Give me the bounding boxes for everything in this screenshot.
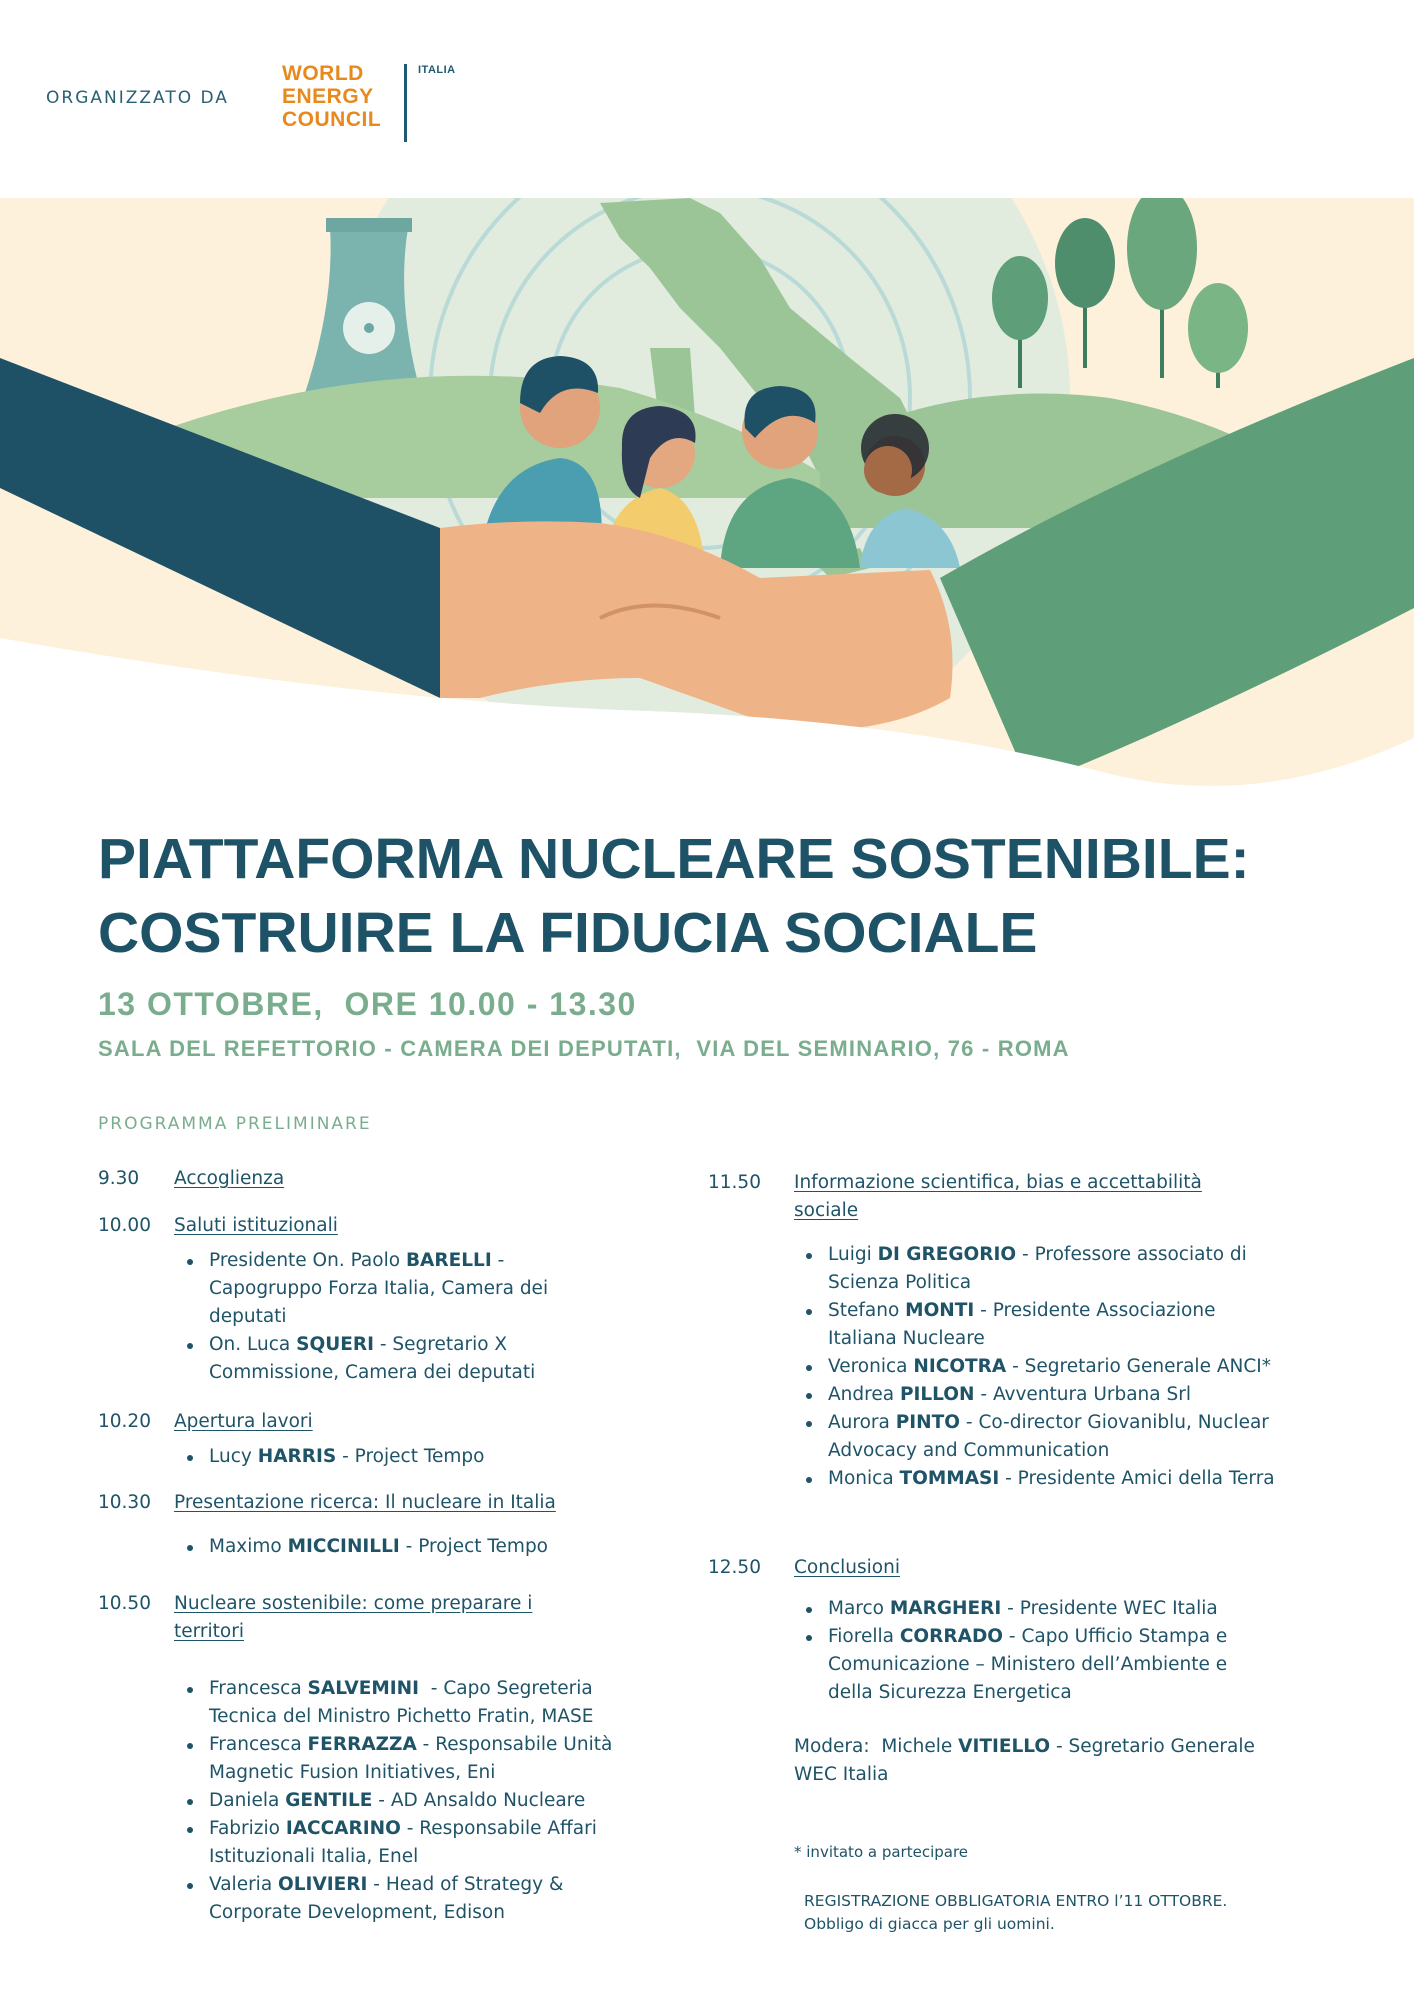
tree-icon <box>1055 218 1115 308</box>
session-time: 10.50 <box>98 1593 151 1614</box>
registration-note <box>804 1890 1324 1936</box>
speaker-item: Fabrizio IACCARINO - Responsabile Affari Istituzionali Italia, Enel <box>209 1815 669 1871</box>
session-time: 10.30 <box>98 1492 151 1513</box>
footnote: * invitato a partecipare <box>794 1843 969 1861</box>
speaker-surname: BARELLI <box>405 1250 492 1271</box>
speaker-list <box>828 1241 1348 1493</box>
registration-line-1: REGISTRAZIONE OBBLIGATORIA ENTRO l’11 OTTOBRE. <box>804 1892 1228 1910</box>
hero-illustration <box>0 198 1414 810</box>
speaker-surname: MARGHERI <box>889 1598 1002 1619</box>
tree-icon <box>992 256 1048 340</box>
wec-italia-logo <box>282 62 472 146</box>
speaker-item: Luigi DI GREGORIO - Professore associato di Scienza Politica <box>828 1241 1348 1297</box>
speaker-surname: FERRAZZA <box>307 1734 417 1755</box>
event-date: 13 OTTOBRE, ORE 10.00 - 13.30 <box>98 986 637 1022</box>
session-topic: Accoglienza <box>174 1168 285 1189</box>
speaker-surname: SQUERI <box>296 1334 374 1355</box>
speaker-list <box>209 1443 649 1471</box>
speaker-item: Fiorella CORRADO - Capo Ufficio Stampa e Comunicazione – Ministero dell’Ambiente e della Sicurezza Energetica <box>828 1623 1348 1707</box>
speaker-surname: IACCARINO <box>285 1818 401 1839</box>
session-time: 9.30 <box>98 1168 140 1189</box>
speaker-item: Monica TOMMASI - Presidente Amici della Terra <box>828 1465 1348 1493</box>
speaker-list <box>209 1675 669 1927</box>
moderator-surname: VITIELLO <box>958 1736 1051 1757</box>
logo-word-3: COUNCIL <box>282 108 382 131</box>
speaker-surname: OLIVIERI <box>278 1874 368 1895</box>
speaker-item: Veronica NICOTRA - Segretario Generale ANCI* <box>828 1353 1348 1381</box>
speaker-item: Francesca FERRAZZA - Responsabile Unità Magnetic Fusion Initiatives, Eni <box>209 1731 669 1787</box>
speaker-item: Stefano MONTI - Presidente Associazione Italiana Nucleare <box>828 1297 1348 1353</box>
speaker-surname: HARRIS <box>257 1446 337 1467</box>
speaker-surname: PINTO <box>895 1412 961 1433</box>
speaker-item: On. Luca SQUERI - Segretario X Commissione, Camera dei deputati <box>209 1331 649 1387</box>
speaker-item: Andrea PILLON - Avventura Urbana Srl <box>828 1381 1348 1409</box>
moderator: Modera: Michele VITIELLO - Segretario Generale WEC Italia <box>794 1736 1255 1785</box>
organized-by-label: ORGANIZZATO DA <box>46 88 229 108</box>
speaker-surname: NICOTRA <box>913 1356 1007 1377</box>
speaker-surname: SALVEMINI <box>307 1678 420 1699</box>
agenda-left-column <box>98 1165 668 1925</box>
speaker-list <box>209 1533 649 1561</box>
speaker-item: Francesca SALVEMINI - Capo Segreteria Tecnica del Ministro Pichetto Fratin, MASE <box>209 1675 669 1731</box>
tower-rim <box>326 218 412 232</box>
event-title <box>98 822 1378 970</box>
session-time: 10.20 <box>98 1411 151 1432</box>
speaker-item: Presidente On. Paolo BARELLI - Capogruppo Forza Italia, Camera dei deputati <box>209 1247 649 1331</box>
speaker-surname: CORRADO <box>899 1626 1004 1647</box>
speaker-surname: PILLON <box>899 1384 975 1405</box>
event-venue: SALA DEL REFETTORIO - CAMERA DEI DEPUTATI, VIA DEL SEMINARIO, 76 - ROMA <box>98 1036 1070 1061</box>
session-topic: Saluti istituzionali <box>174 1215 338 1236</box>
agenda-right-column <box>708 1169 1348 1969</box>
speaker-surname: MONTI <box>905 1300 975 1321</box>
speaker-surname: GENTILE <box>285 1790 373 1811</box>
logo-word-1: WORLD <box>282 62 364 85</box>
session-time: 12.50 <box>708 1557 761 1578</box>
session-topic: Apertura lavori <box>174 1411 313 1432</box>
speaker-surname: MICCINILLI <box>287 1536 400 1557</box>
speaker-item: Daniela GENTILE - AD Ansaldo Nucleare <box>209 1787 669 1815</box>
event-title-line-2: COSTRUIRE LA FIDUCIA SOCIALE <box>98 901 1038 965</box>
session-topic: Informazione scientifica, bias e accettabilità sociale <box>794 1172 1202 1221</box>
speaker-item: Maximo MICCINILLI - Project Tempo <box>209 1533 649 1561</box>
speaker-item: Lucy HARRIS - Project Tempo <box>209 1443 649 1471</box>
session-time: 11.50 <box>708 1172 761 1193</box>
logo-country: ITALIA <box>418 64 456 76</box>
speaker-item: Valeria OLIVIERI - Head of Strategy & Corporate Development, Edison <box>209 1871 669 1927</box>
programme-label: PROGRAMMA PRELIMINARE <box>98 1114 372 1134</box>
session-time: 10.00 <box>98 1215 151 1236</box>
session-topic: Nucleare sostenibile: come preparare i territori <box>174 1593 533 1642</box>
speaker-item: Marco MARGHERI - Presidente WEC Italia <box>828 1595 1348 1623</box>
session-topic: Conclusioni <box>794 1557 900 1578</box>
logo-word-2: ENERGY <box>282 85 374 108</box>
event-title-line-1: PIATTAFORMA NUCLEARE SOSTENIBILE: <box>98 827 1250 891</box>
speaker-list <box>828 1595 1348 1707</box>
speaker-list <box>209 1247 649 1387</box>
logo-divider <box>404 64 407 142</box>
tree-icon <box>1188 283 1248 373</box>
speaker-surname: TOMMASI <box>899 1468 1000 1489</box>
speaker-surname: DI GREGORIO <box>877 1244 1017 1265</box>
session-topic: Presentazione ricerca: Il nucleare in Italia <box>174 1492 556 1513</box>
registration-line-2: Obbligo di giacca per gli uomini. <box>804 1915 1055 1933</box>
speaker-item: Aurora PINTO - Co-director Giovaniblu, Nuclear Advocacy and Communication <box>828 1409 1348 1465</box>
